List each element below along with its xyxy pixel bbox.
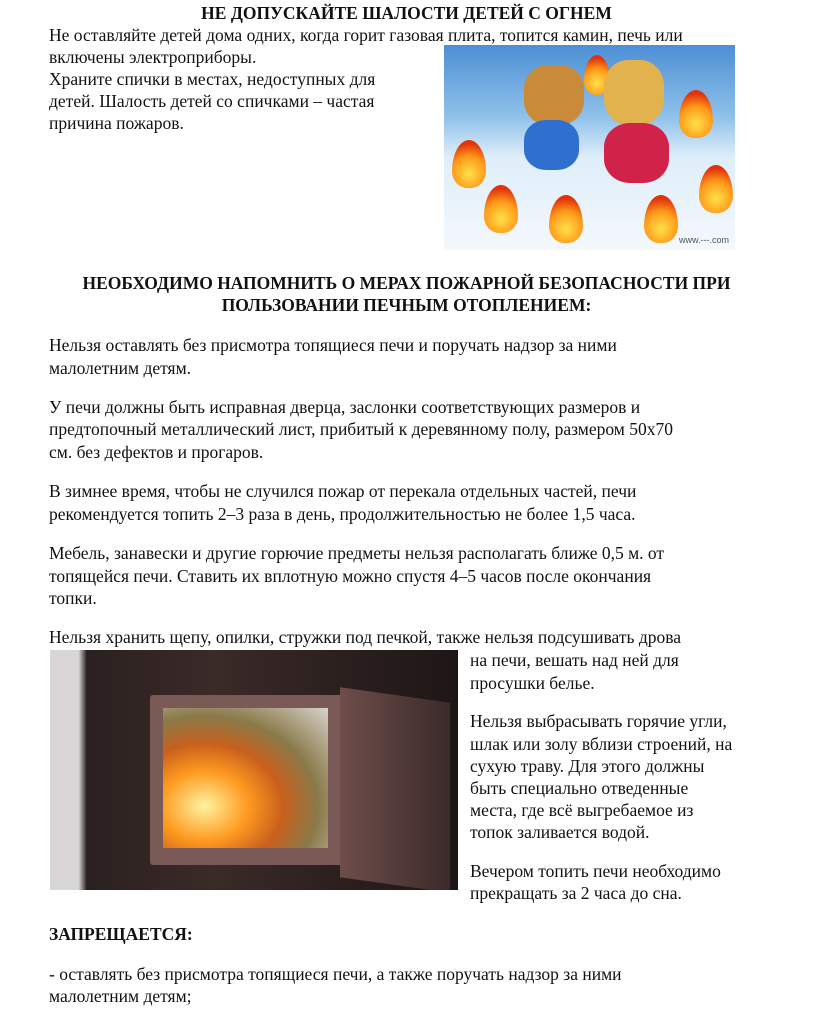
intro-line: причина пожаров. (49, 113, 184, 133)
prohibited-item-line: - оставлять без присмотра топящиеся печи, а также поручать надзор за ними (49, 964, 622, 984)
intro-line: детей. Шалость детей со спичками – частая (49, 91, 375, 111)
intro-line: Не оставляйте детей дома одних, когда горит газовая плита, топится камин, печь или (49, 25, 683, 45)
paragraph-line: У печи должны быть исправная дверца, заслонки соответствующих размеров и (49, 397, 641, 417)
page-title: НЕ ДОПУСКАЙТЕ ШАЛОСТИ ДЕТЕЙ С ОГНЕМ (201, 3, 612, 23)
paragraph-line: просушки белье. (470, 673, 595, 693)
paragraph-line: шлак или золу вблизи строений, на (470, 734, 733, 754)
paragraph-line: места, где всё выгребаемое из (470, 800, 694, 820)
paragraph-line: на печи, вешать над ней для (470, 650, 679, 670)
prohibited-heading: ЗАПРЕЩАЕТСЯ: (49, 924, 193, 944)
section-heading: ПОЛЬЗОВАНИИ ПЕЧНЫМ ОТОПЛЕНИЕМ: (221, 295, 592, 315)
paragraph-line: Вечером топить печи необходимо (470, 861, 721, 881)
paragraph-line: топящейся печи. Ставить их вплотную можно спустя 4–5 часов после окончания (49, 566, 652, 586)
image-watermark: www.---.com (679, 235, 729, 245)
paragraph-line: см. без дефектов и прогаров. (49, 442, 264, 462)
prohibited-item-line: малолетним детям; (49, 986, 192, 1006)
paragraph-line: сухую траву. Для этого должны (470, 756, 705, 776)
paragraph-line: топок заливается водой. (470, 822, 650, 842)
children-with-matches-illustration (444, 45, 735, 250)
paragraph-line: Нельзя выбрасывать горячие угли, (470, 711, 727, 731)
paragraph-line: В зимнее время, чтобы не случился пожар от перекала отдельных частей, печи (49, 481, 637, 501)
section-heading: НЕОБХОДИМО НАПОМНИТЬ О МЕРАХ ПОЖАРНОЙ БЕЗОПАСНОСТИ ПРИ (82, 273, 731, 293)
paragraph-line: малолетним детям. (49, 358, 192, 378)
paragraph-line: рекомендуется топить 2–3 раза в день, продолжительностью не более 1,5 часа. (49, 504, 636, 524)
paragraph-line: Нельзя оставлять без присмотра топящиеся печи и поручать надзор за ними (49, 335, 617, 355)
intro-line: Храните спички в местах, недоступных для (49, 69, 376, 89)
paragraph-line: быть специально отведенные (470, 778, 689, 798)
paragraph-line: прекращать за 2 часа до сна. (470, 883, 682, 903)
paragraph-line: Мебель, занавески и другие горючие предметы нельзя располагать ближе 0,5 м. от (49, 543, 665, 563)
paragraph-line: предтопочный металлический лист, прибитый к деревянному полу, размером 50х70 (49, 419, 673, 439)
paragraph-line: Нельзя хранить щепу, опилки, стружки под печкой, также нельзя подсушивать дрова (49, 627, 682, 647)
intro-line: включены электроприборы. (49, 47, 257, 67)
paragraph-line: топки. (49, 588, 97, 608)
stove-fire-photo (50, 650, 458, 890)
